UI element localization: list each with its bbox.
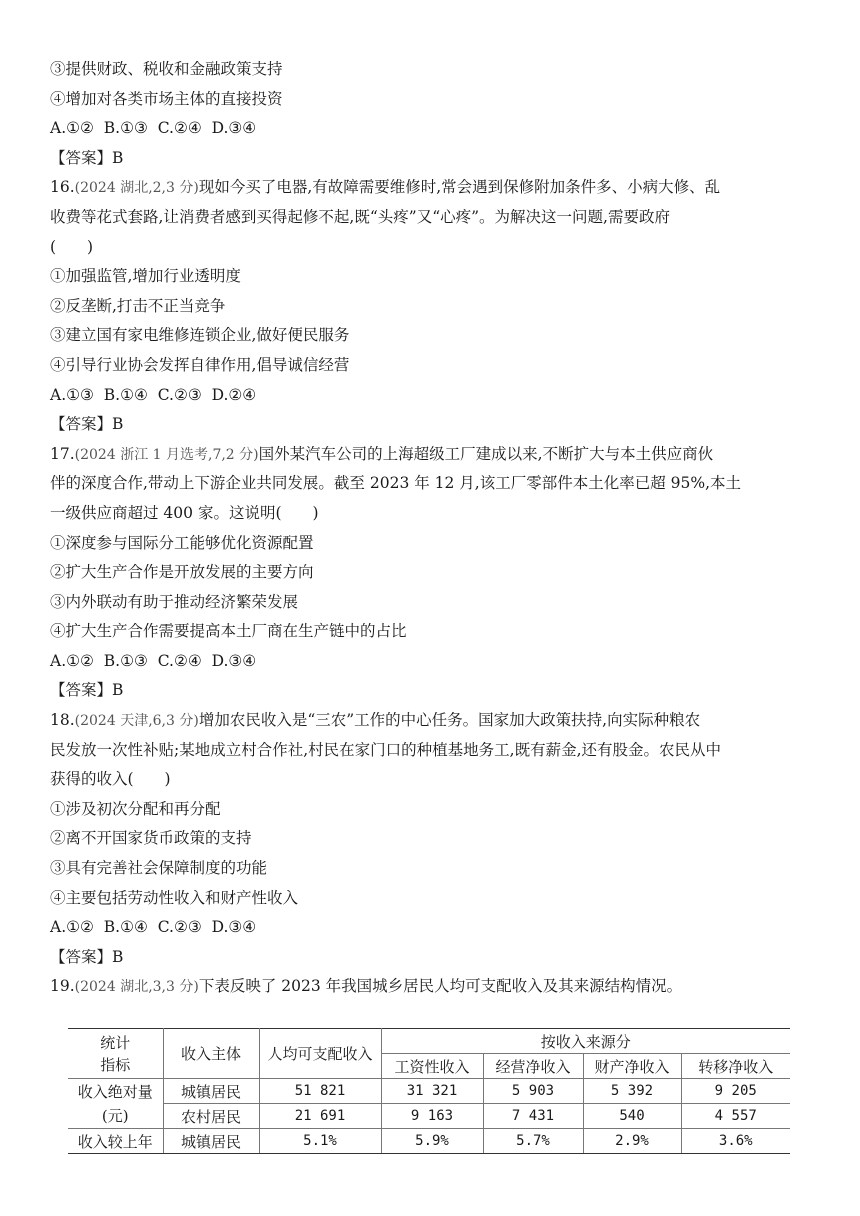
table-cell: 5 392 xyxy=(583,1079,681,1104)
table-row-label: 收入绝对量 xyxy=(68,1079,163,1104)
q17-stem-line-2: 伴的深度合作,带动上下游企业共同发展。截至 2023 年 12 月,该工厂零部件本土化率已超 95%,本土 xyxy=(50,474,742,493)
q16-stem-1: 现如今买了电器,有故障需要维修时,常会遇到保修附加条件多、小病大修、乱 xyxy=(198,178,721,197)
q16-option-3: ③建立国有家电维修连锁企业,做好便民服务 xyxy=(50,326,350,345)
table-header-subject: 收入主体 xyxy=(163,1029,259,1079)
q19-source: (2024 湖北,3,3 分) xyxy=(74,979,199,996)
q19-stem-line-1 xyxy=(50,972,810,1002)
q18-answer: 【答案】B xyxy=(50,947,124,966)
table-row xyxy=(68,1129,790,1154)
q16-stem-line-3: ( ) xyxy=(50,237,94,256)
q18-stem-line-2: 民发放一次性补贴;某地成立村合作社,村民在家门口的种植基地务工,既有薪金,还有股金。农民从中 xyxy=(50,740,722,759)
q17-stem-1: 国外某汽车公司的上海超级工厂建成以来,不断扩大与本土供应商伙 xyxy=(258,444,714,463)
q16-stem-line-1 xyxy=(50,173,810,203)
table-header-source-wage: 工资性收入 xyxy=(381,1054,483,1079)
table-row-subject: 城镇居民 xyxy=(163,1129,259,1154)
table-row-label: 收入较上年 xyxy=(68,1129,163,1154)
table-cell: 51 821 xyxy=(259,1079,381,1104)
table-cell: 2.9% xyxy=(583,1129,681,1154)
q18-stem-line-1 xyxy=(50,706,810,736)
table-cell: 9 205 xyxy=(681,1079,790,1104)
q16-stem-line-2: 收费等花式套路,让消费者感到买得起修不起,既“头疼”又“心疼”。为解决这一问题,需要政府 xyxy=(50,207,670,226)
q19-number: 19. xyxy=(50,977,75,996)
q16-option-1: ①加强监管,增加行业透明度 xyxy=(50,267,241,286)
table-cell: 7 431 xyxy=(483,1104,583,1129)
q16-choices: A.①③ B.①④ C.②③ D.②④ xyxy=(50,385,257,404)
table-row-subject: 城镇居民 xyxy=(163,1079,259,1104)
q17-source: (2024 浙江 1 月选考,7,2 分) xyxy=(74,446,259,463)
document-page xyxy=(50,55,810,1002)
q17-option-1: ①深度参与国际分工能够优化资源配置 xyxy=(50,533,314,552)
table-header-source-transfer: 转移净收入 xyxy=(681,1054,790,1079)
q18-number: 18. xyxy=(50,711,75,730)
q17-stem-line-3: 一级供应商超过 400 家。这说明( ) xyxy=(50,503,319,522)
table-header-group: 按收入来源分 xyxy=(381,1029,790,1054)
table-cell: 5.1% xyxy=(259,1129,381,1154)
q16-number: 16. xyxy=(50,178,75,197)
q18-stem-1: 增加农民收入是“三农”工作的中心任务。国家加大政策扶持,向实际种粮农 xyxy=(198,711,701,730)
table-row-label: (元) xyxy=(68,1104,163,1129)
q15-option-4: ④增加对各类市场主体的直接投资 xyxy=(50,89,283,108)
table-cell: 21 691 xyxy=(259,1104,381,1129)
q18-stem-line-3: 获得的收入( ) xyxy=(50,770,171,789)
income-table xyxy=(68,1028,790,1154)
table-cell: 5.9% xyxy=(381,1129,483,1154)
table-header-row-1 xyxy=(68,1029,790,1054)
table-header-stat xyxy=(68,1029,163,1079)
q17-stem-line-1 xyxy=(50,440,810,470)
q17-number: 17. xyxy=(50,444,75,463)
table-header-percap: 人均可支配收入 xyxy=(259,1029,381,1079)
q18-choices: A.①② B.①④ C.②③ D.③④ xyxy=(50,918,257,937)
table-cell: 4 557 xyxy=(681,1104,790,1129)
q17-option-2: ②扩大生产合作是开放发展的主要方向 xyxy=(50,563,314,582)
q16-option-2: ②反垄断,打击不正当竞争 xyxy=(50,296,226,315)
table-header-source-property: 财产净收入 xyxy=(583,1054,681,1079)
table-header-stat-line-1: 统计 xyxy=(100,1033,131,1052)
table-cell: 31 321 xyxy=(381,1079,483,1104)
q18-option-1: ①涉及初次分配和再分配 xyxy=(50,799,221,818)
q17-option-4: ④扩大生产合作需要提高本土厂商在生产链中的占比 xyxy=(50,622,407,641)
q17-answer: 【答案】B xyxy=(50,681,124,700)
q19-stem-1: 下表反映了 2023 年我国城乡居民人均可支配收入及其来源结构情况。 xyxy=(198,977,683,996)
table-header-stat-line-2: 指标 xyxy=(100,1055,131,1074)
table-cell: 3.6% xyxy=(681,1129,790,1154)
q16-option-4: ④引导行业协会发挥自律作用,倡导诚信经营 xyxy=(50,355,350,374)
q15-answer: 【答案】B xyxy=(50,148,124,167)
q17-option-3: ③内外联动有助于推动经济繁荣发展 xyxy=(50,592,299,611)
q18-option-3: ③具有完善社会保障制度的功能 xyxy=(50,859,268,878)
table-cell: 9 163 xyxy=(381,1104,483,1129)
q18-option-2: ②离不开国家货币政策的支持 xyxy=(50,829,252,848)
q15-choices: A.①② B.①③ C.②④ D.③④ xyxy=(50,119,257,138)
table-cell: 5.7% xyxy=(483,1129,583,1154)
table-cell: 5 903 xyxy=(483,1079,583,1104)
q15-option-3: ③提供财政、税收和金融政策支持 xyxy=(50,60,283,78)
q18-source: (2024 天津,6,3 分) xyxy=(74,713,199,730)
q16-source: (2024 湖北,2,3 分) xyxy=(74,180,199,197)
q16-answer: 【答案】B xyxy=(50,415,124,434)
table-row xyxy=(68,1079,790,1104)
table-row xyxy=(68,1104,790,1129)
q18-option-4: ④主要包括劳动性收入和财产性收入 xyxy=(50,888,299,907)
table-header-source-business: 经营净收入 xyxy=(483,1054,583,1079)
table-cell: 540 xyxy=(583,1104,681,1129)
q17-choices: A.①② B.①③ C.②④ D.③④ xyxy=(50,651,257,670)
table-row-subject: 农村居民 xyxy=(163,1104,259,1129)
